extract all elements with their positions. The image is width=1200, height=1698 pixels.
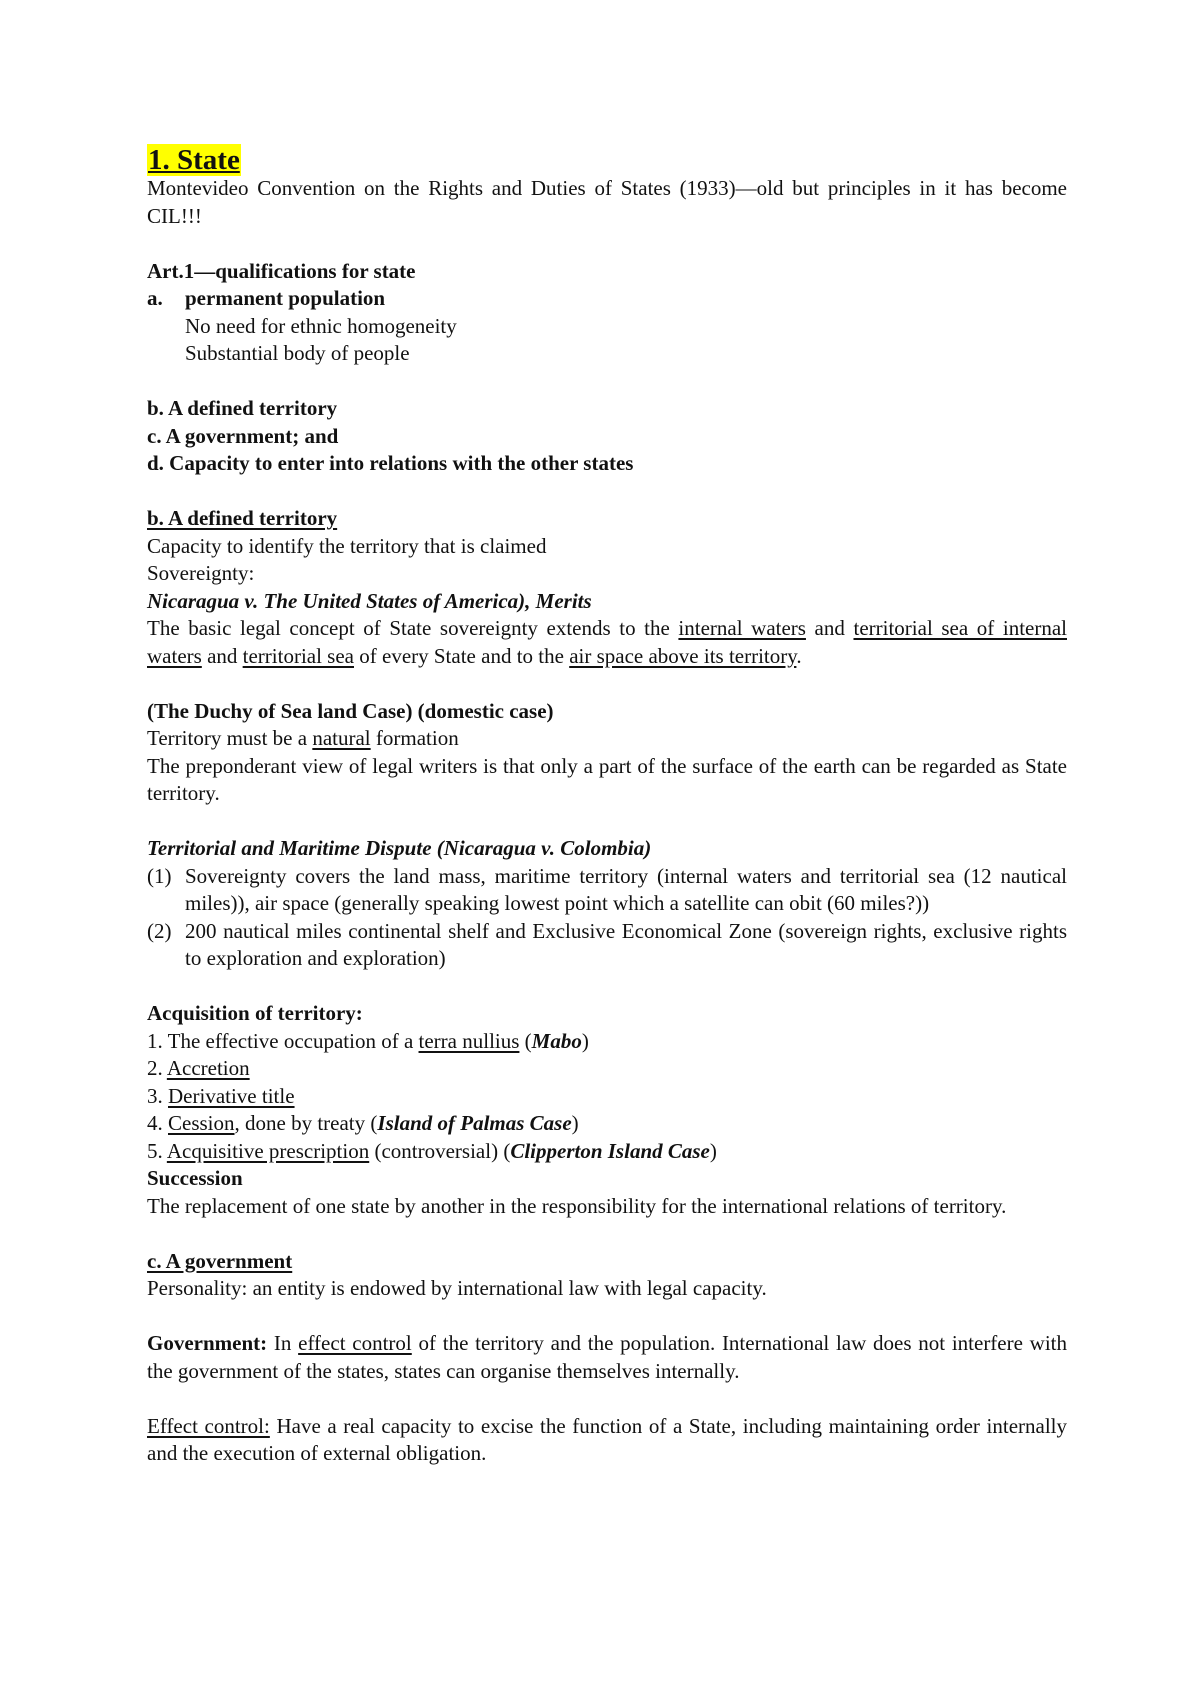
- text-run: .: [796, 643, 802, 668]
- spacer: [147, 670, 1067, 698]
- text-run: (controversial) (: [369, 1138, 511, 1163]
- item-text: Sovereignty covers the land mass, maritime territory (internal waters and territorial sea (12 nautical miles)), air space (generally speaking lowest point which a satellite can obit (60 miles?)): [185, 863, 1067, 915]
- underlined-term: Acquisitive prescription: [166, 1138, 370, 1163]
- underlined-term: Accretion: [166, 1056, 250, 1080]
- art1-sub-item: Substantial body of people: [185, 341, 410, 365]
- item-marker: (2): [147, 918, 172, 943]
- underlined-term: effect control: [298, 1331, 412, 1355]
- effect-control-paragraph: [147, 1413, 1067, 1468]
- underlined-term: territorial sea: [242, 643, 354, 668]
- sovereignty-paragraph: [147, 615, 1067, 670]
- acquisition-item: [147, 1028, 1067, 1056]
- spacer: [147, 368, 1067, 396]
- section-title: 1. State: [148, 144, 240, 176]
- text-run: formation: [370, 726, 459, 750]
- item-marker: (1): [147, 863, 172, 888]
- underlined-term: internal waters: [678, 616, 806, 640]
- underlined-term: air space above its territory: [569, 643, 797, 668]
- item-label: permanent population: [185, 286, 386, 310]
- spacer: [147, 1220, 1067, 1248]
- text-run: (: [519, 1028, 532, 1053]
- intro-paragraph: Montevideo Convention on the Rights and Duties of States (1933)—old but principles in it has become CIL!!!: [147, 176, 1067, 228]
- spacer: [147, 973, 1067, 1001]
- text-run: 2.: [147, 1056, 167, 1080]
- underlined-term: territorial sea of internal waters: [147, 616, 1067, 668]
- case-title-nicaragua-usa: Nicaragua v. The United States of America), Merits: [147, 588, 592, 613]
- succession-heading: Succession: [147, 1166, 243, 1190]
- natural-formation-line: [147, 725, 1067, 753]
- spacer: [147, 230, 1067, 258]
- acquisition-item: [147, 1083, 1067, 1111]
- territory-heading: b. A defined territory: [147, 506, 338, 530]
- text-run: 1. The effective occupation of a: [147, 1028, 419, 1053]
- text-run: Territory must be a: [147, 726, 313, 750]
- government-paragraph: [147, 1330, 1067, 1385]
- personality-paragraph: Personality: an entity is endowed by international law with legal capacity.: [147, 1276, 767, 1300]
- territory-line: Capacity to identify the territory that is claimed: [147, 533, 547, 558]
- text-run: of the territory and the population. International law does not interfere with the government of the states, states can organise themselves internally.: [147, 1331, 1068, 1383]
- acquisition-item: [147, 1110, 1067, 1138]
- text-run: , done by treaty (: [234, 1111, 378, 1135]
- case-name: Clipperton Island Case: [510, 1138, 710, 1163]
- case-title-nicaragua-colombia: Territorial and Maritime Dispute (Nicaragua v. Colombia): [147, 836, 652, 860]
- acquisition-heading: Acquisition of territory:: [147, 1001, 363, 1025]
- acquisition-item: [147, 1055, 1067, 1083]
- art1-heading: Art.1—qualifications for state: [147, 258, 416, 283]
- underlined-term: Effect control:: [147, 1413, 270, 1438]
- text-run: 5.: [147, 1138, 167, 1163]
- duchy-paragraph: The preponderant view of legal writers is that only a part of the surface of the earth can be regarded as State territory.: [147, 753, 1067, 805]
- case-name: Mabo: [531, 1028, 582, 1053]
- spacer: [147, 1303, 1067, 1331]
- duchy-heading: (The Duchy of Sea land Case) (domestic case): [147, 698, 554, 723]
- acquisition-item: [147, 1138, 1067, 1166]
- art1-item-c: c. A government; and: [147, 423, 339, 448]
- underlined-term: terra nullius: [418, 1028, 520, 1053]
- art1-item-a: [147, 285, 1067, 313]
- text-run: and: [201, 643, 243, 668]
- art1-item-d: d. Capacity to enter into relations with the other states: [147, 451, 634, 475]
- underlined-term: Cession: [168, 1111, 235, 1135]
- text-run: ): [581, 1028, 589, 1053]
- text-run: 3.: [147, 1083, 168, 1108]
- text-run: Have a real capacity to excise the function of a State, including maintaining order internally and the execution of external obligation.: [147, 1413, 1067, 1465]
- text-run: ): [571, 1111, 579, 1135]
- spacer: [147, 478, 1067, 506]
- spacer: [147, 1385, 1067, 1413]
- sovereignty-label: Sovereignty:: [147, 561, 255, 585]
- succession-paragraph: The replacement of one state by another in the responsibility for the international relations of territory.: [147, 1193, 1007, 1218]
- item-text: 200 nautical miles continental shelf and Exclusive Economical Zone (sovereign rights, exclusive rights to exploration and exploration): [185, 918, 1067, 970]
- underlined-term: Derivative title: [168, 1083, 295, 1108]
- art1-sub-item: No need for ethnic homogeneity: [185, 313, 457, 338]
- text-run: of every State and to the: [354, 643, 570, 668]
- art1-item-b: b. A defined territory: [147, 396, 338, 420]
- underlined-term: natural: [312, 726, 371, 750]
- case-name: Island of Palmas Case: [377, 1111, 572, 1135]
- spacer: [147, 808, 1067, 836]
- text-run: and: [805, 616, 854, 640]
- term-label: Government:: [147, 1331, 268, 1355]
- document-page: [147, 142, 1067, 1468]
- numbered-item: [147, 863, 1067, 918]
- text-run: 4.: [147, 1111, 168, 1135]
- text-run: ): [709, 1138, 717, 1163]
- numbered-item: [147, 918, 1067, 973]
- item-marker: a.: [147, 286, 163, 310]
- text-run: In: [267, 1331, 299, 1355]
- text-run: The basic legal concept of State sovereignty extends to the: [147, 616, 679, 640]
- government-heading: c. A government: [147, 1248, 293, 1273]
